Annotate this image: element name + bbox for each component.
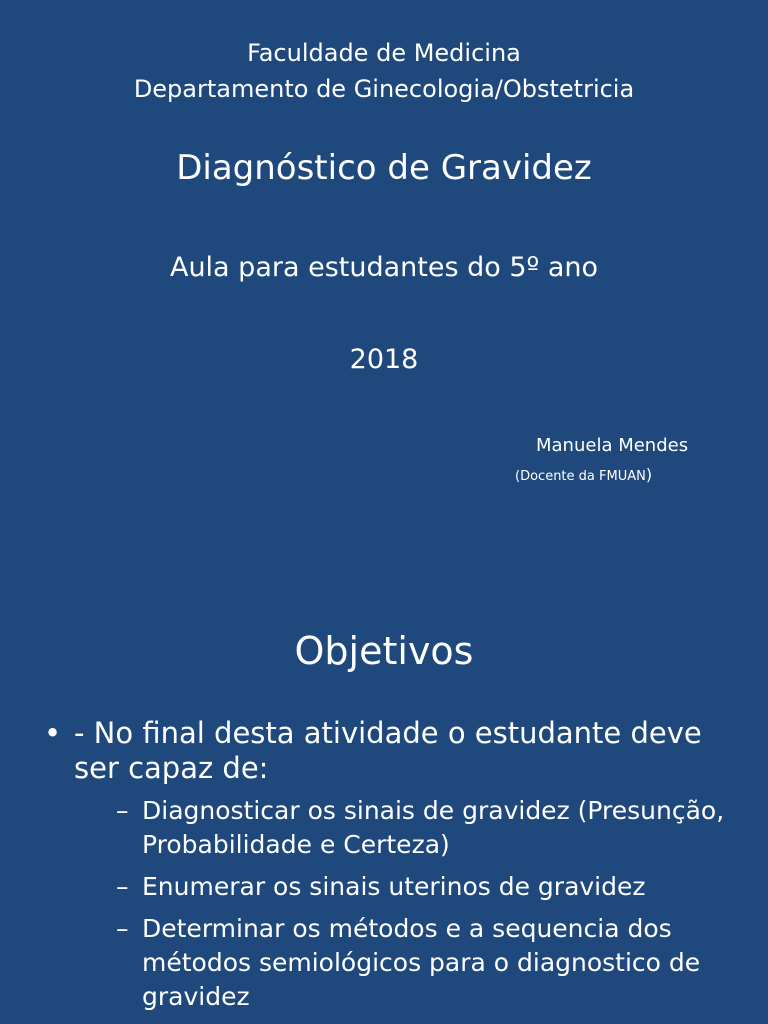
presentation-title: Diagnóstico de Gravidez: [176, 148, 592, 188]
objectives-sub-list: [74, 794, 740, 1014]
author-role-text: Docente da FMUAN: [520, 469, 646, 484]
bullet-icon: •: [44, 716, 62, 750]
sub-item-text: Enumerar os sinais uterinos de gravidez: [142, 872, 646, 901]
sub-item-diagnose-signs: [74, 794, 740, 862]
sub-item-uterine-signs: [74, 870, 740, 904]
author-name: Manuela Mendes: [536, 435, 689, 456]
main-bullet-text: - No final desta atividade o estudante deve ser capaz de:: [74, 716, 702, 785]
author-role: [515, 466, 652, 486]
author-role-open-paren: (: [515, 469, 521, 484]
faculty-name: Faculdade de Medicina: [247, 39, 521, 67]
dash-icon: –: [116, 914, 129, 943]
objectives-slide: [0, 560, 768, 1024]
sub-item-text: Determinar os métodos e a sequencia dos métodos semiológicos para o diagnostico de gravidez: [142, 914, 701, 1011]
presentation-year: 2018: [349, 344, 419, 375]
sub-item-semiological-methods: [74, 912, 740, 1014]
department-name: Departamento de Ginecologia/Obstetricia: [133, 75, 635, 103]
main-bullet: [40, 716, 740, 1014]
objectives-title: Objetivos: [294, 629, 474, 673]
sub-item-text: Diagnosticar os sinais de gravidez (Presunção, Probabilidade e Certeza): [142, 796, 725, 859]
dash-icon: –: [116, 872, 129, 901]
objectives-list: [40, 716, 740, 1022]
dash-icon: –: [116, 796, 129, 825]
author-role-close-paren: ): [645, 465, 653, 484]
presentation-subtitle: Aula para estudantes do 5º ano: [169, 252, 599, 283]
